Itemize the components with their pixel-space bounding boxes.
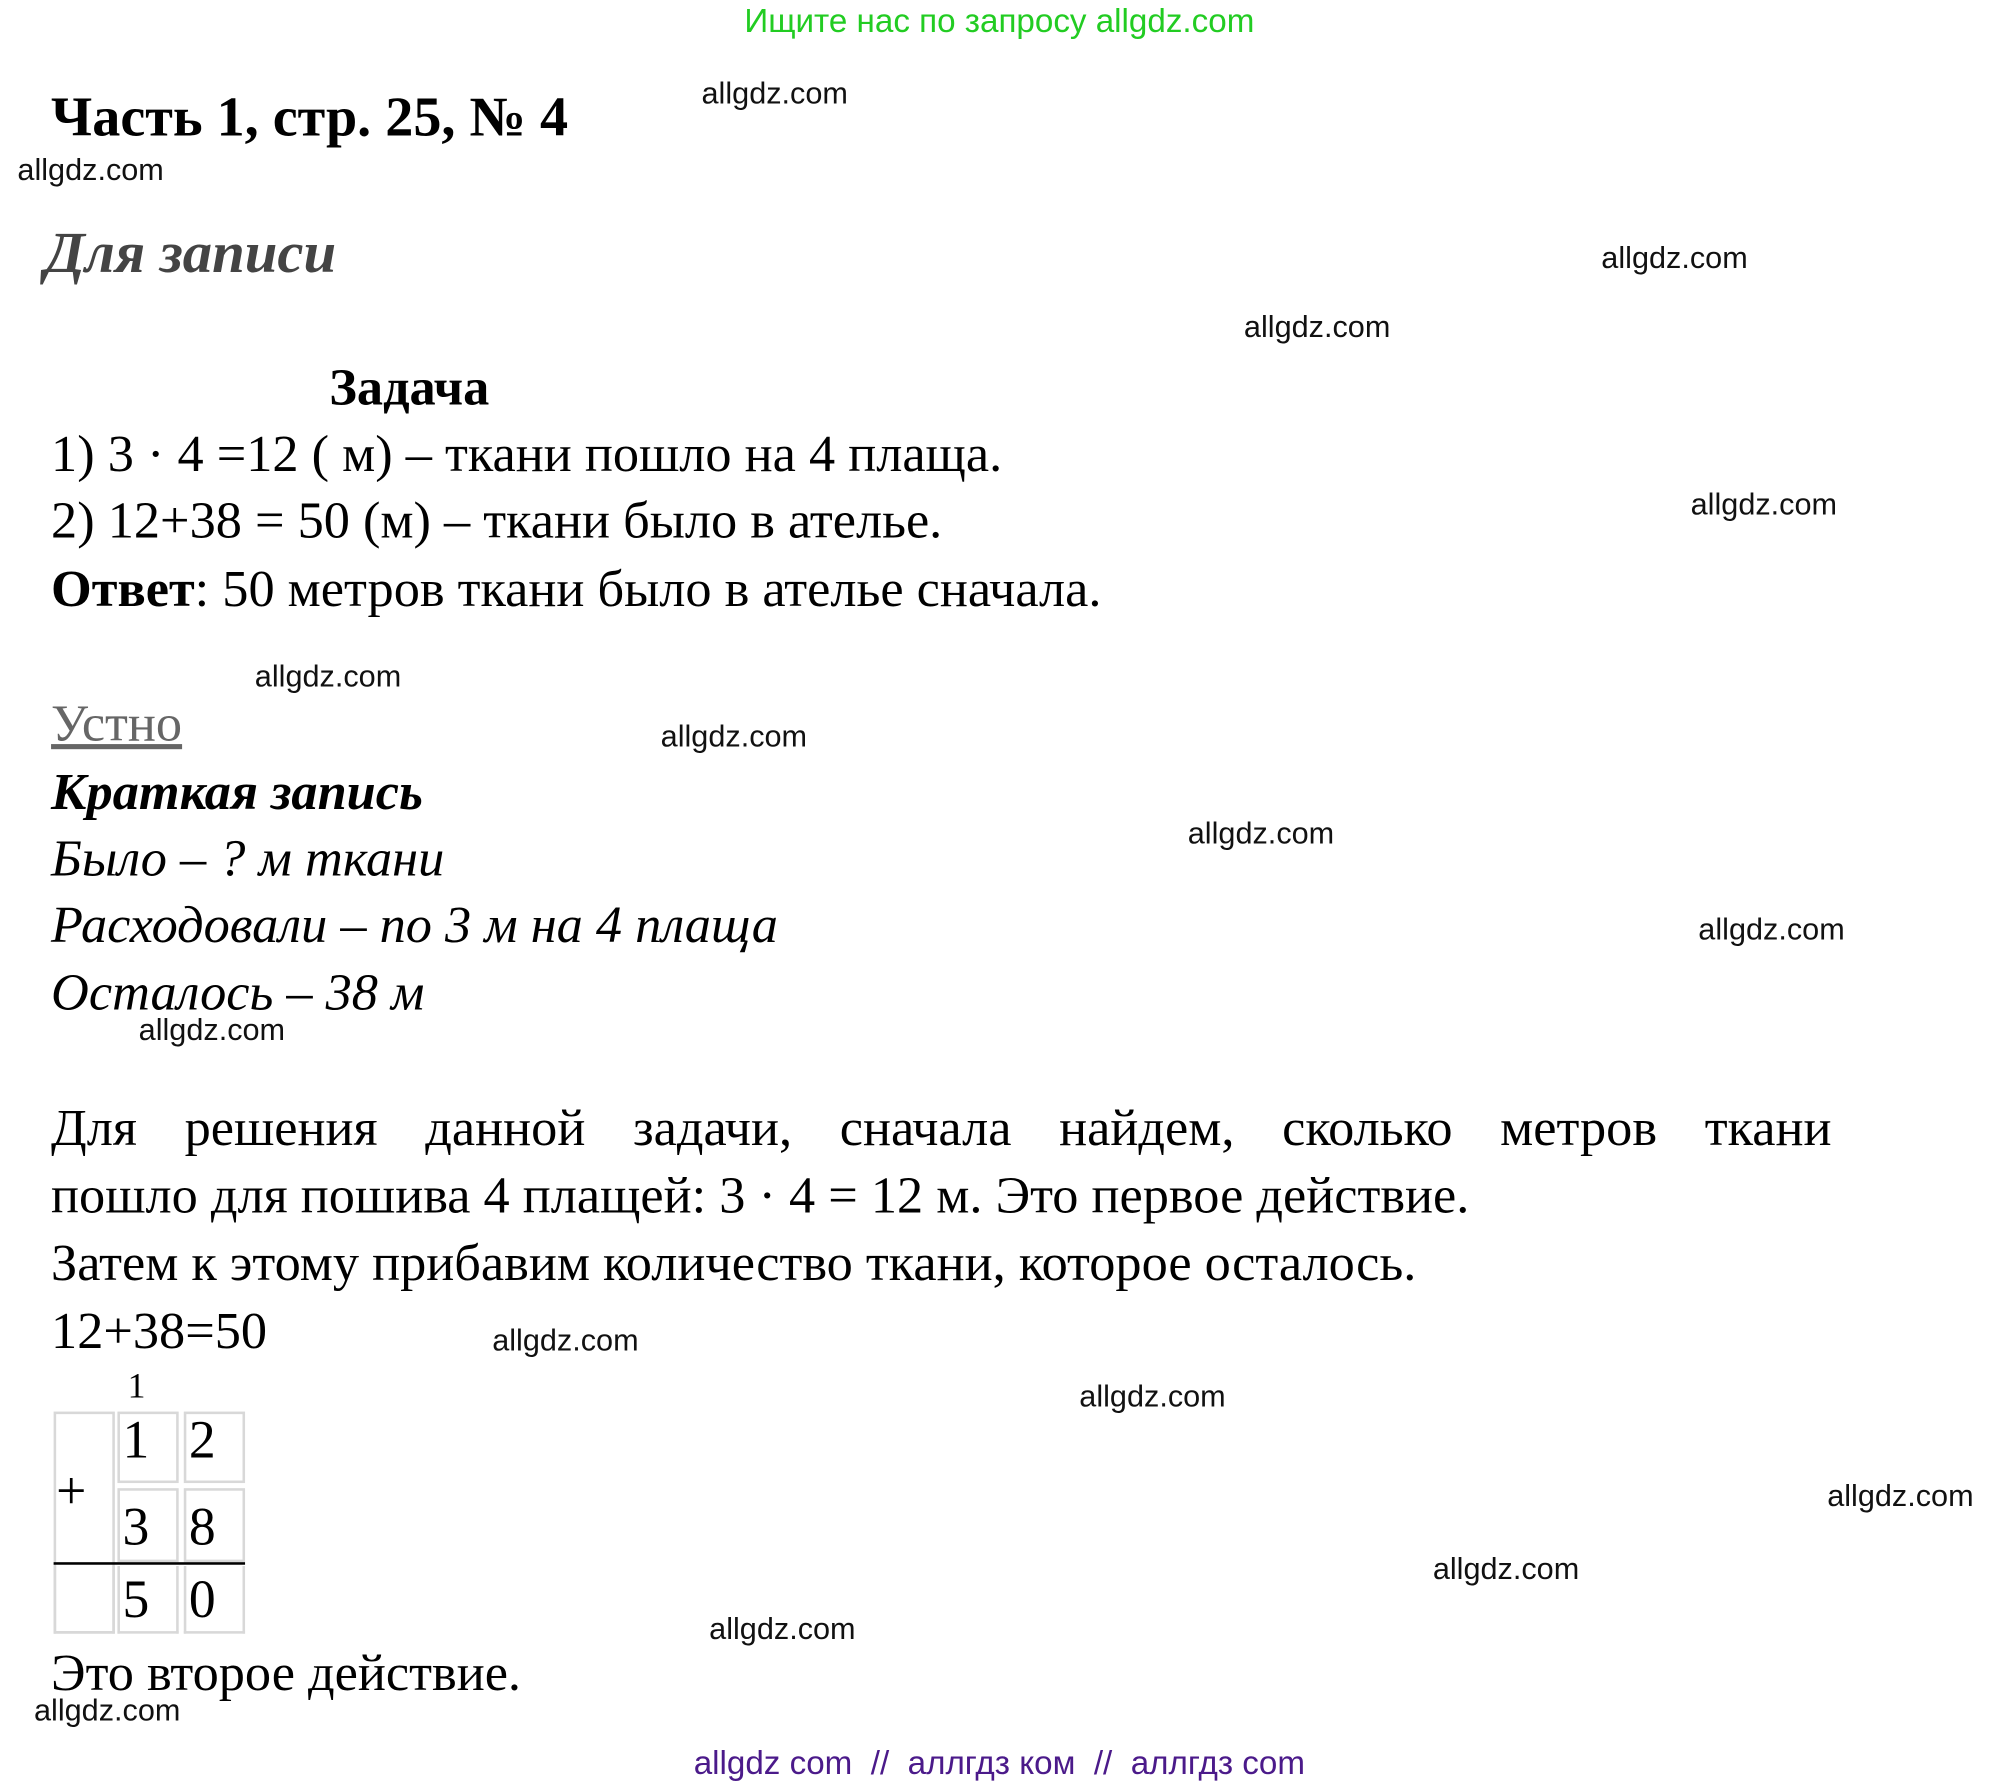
- plus-sign: +: [56, 1462, 87, 1522]
- digit-cell: 3: [117, 1488, 178, 1562]
- digit-cell: 0: [184, 1566, 245, 1634]
- watermark: allgdz.com: [1187, 816, 1335, 852]
- explanation: [51, 1094, 1831, 1365]
- watermark: allgdz.com: [492, 1323, 639, 1358]
- task-step-2: 2) 12+38 = 50 (м) – ткани было в ателье.: [51, 490, 943, 549]
- closing-text: Это второе действие.: [51, 1642, 522, 1702]
- task-answer: [51, 559, 1102, 618]
- watermark: allgdz.com: [1079, 1379, 1226, 1415]
- watermark: allgdz.com: [34, 1693, 181, 1729]
- footer-links[interactable]: allgdz com // аллгдз ком // аллгдз com: [693, 1743, 1305, 1782]
- watermark: allgdz.com: [1698, 912, 1845, 948]
- search-banner[interactable]: Ищите нас по запросу allgdz.com: [744, 1, 1255, 40]
- short-note-line-3: Осталось – 38 м: [51, 962, 425, 1022]
- carry-digit: 1: [127, 1366, 146, 1407]
- watermark: allgdz.com: [1601, 241, 1748, 276]
- watermark: allgdz.com: [254, 659, 402, 695]
- short-note-line-1: Было – ? м ткани: [51, 828, 445, 888]
- short-note-line-2: Расходовали – по 3 м на 4 плаща: [51, 894, 778, 954]
- short-note-heading: Краткая запись: [51, 761, 423, 821]
- explanation-line-1: Для решения данной задачи, сначала найдем, сколько метров ткани: [51, 1097, 1832, 1157]
- watermark: allgdz.com: [709, 1611, 856, 1647]
- digit-cell: 2: [184, 1412, 245, 1483]
- watermark: allgdz.com: [1827, 1479, 1974, 1514]
- section-oral-heading: Устно: [51, 693, 183, 752]
- sum-line: [54, 1562, 245, 1565]
- digit-cell: 1: [117, 1412, 178, 1483]
- task-step-1: 1) 3 · 4 =12 ( м) – ткани пошло на 4 плаща.: [51, 423, 1003, 483]
- watermark: allgdz.com: [660, 719, 808, 755]
- answer-text: : 50 метров ткани было в ателье сначала.: [194, 559, 1102, 618]
- watermark: allgdz.com: [138, 1013, 286, 1048]
- section-written-heading: Для записи: [44, 219, 337, 285]
- task-heading: Задача: [329, 357, 490, 417]
- watermark: allgdz.com: [1432, 1551, 1580, 1587]
- page-title: Часть 1, стр. 25, № 4: [51, 85, 569, 149]
- watermark: allgdz.com: [701, 76, 848, 112]
- explanation-line-4: 12+38=50: [51, 1300, 268, 1360]
- digit-cell: 8: [184, 1488, 245, 1562]
- watermark: allgdz.com: [17, 153, 164, 188]
- digit-cell: 5: [117, 1566, 178, 1634]
- watermark: allgdz.com: [1243, 310, 1391, 345]
- explanation-line-3: Затем к этому прибавим количество ткани, которое осталось.: [51, 1232, 1417, 1292]
- watermark: allgdz.com: [1690, 487, 1838, 523]
- explanation-line-2: пошло для пошива 4 плащей: 3 · 4 = 12 м. Это первое действие.: [51, 1165, 1470, 1224]
- digit-cell: [54, 1566, 115, 1634]
- answer-label: Ответ: [51, 559, 195, 618]
